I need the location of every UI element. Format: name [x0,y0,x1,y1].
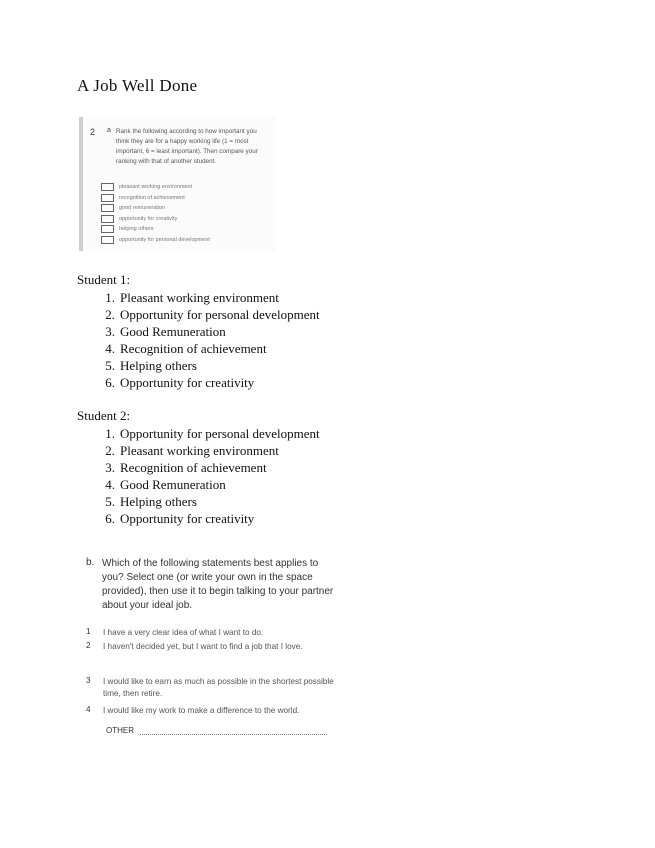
student-2-label: Student 2: [77,408,131,423]
rank-box[interactable] [101,236,114,244]
list-item [77,477,320,494]
rank-text: Opportunity for creativity [120,375,255,390]
rank-number: 4. [105,477,115,492]
rank-number: 1. [105,290,115,305]
rank-number: 2. [105,443,115,458]
rank-text: Opportunity for creativity [120,511,255,526]
ranking-option-label: helping others [119,226,154,233]
ranking-option-label: opportunity for creativity [119,215,178,222]
student-1-label: Student 1: [77,272,131,287]
rank-box[interactable] [101,194,114,202]
rank-text: Recognition of achievement [120,460,267,475]
page-title: A Job Well Done [77,76,198,95]
exercise-b-scan [80,554,334,740]
rank-number: 1. [105,426,115,441]
list-item [77,307,320,324]
list-item [77,494,320,511]
rank-text: Helping others [120,358,197,373]
statement-item[interactable] [86,627,336,639]
statement-number: 1 [86,627,91,636]
rank-box[interactable] [101,225,114,233]
other-write-in-line[interactable] [140,734,327,735]
ranking-option [101,182,210,193]
list-item [77,358,320,375]
rank-number: 3. [105,460,115,475]
list-item [77,375,320,392]
rank-number: 3. [105,324,115,339]
ranking-option [101,224,210,235]
rank-text: Good Remuneration [120,477,226,492]
statement-number: 3 [86,676,91,685]
part-a-instruction: Rank the following according to how important you think they are for a happy working life (1 = most important, 6 = least important). Then compare your ranking with that of another student. [116,128,258,165]
rank-text: Helping others [120,494,197,509]
statement-text: I have a very clear idea of what I want to do. [103,628,264,637]
statement-text: I would like to earn as much as possible in the shortest possible time, then retire. [103,677,334,698]
ranking-option [101,203,210,214]
statement-number: 2 [86,641,91,650]
ranking-option [101,193,210,204]
rank-number: 5. [105,358,115,373]
other-label: OTHER [106,726,134,735]
exercise-number: 2 [90,127,96,137]
ranking-options [101,182,210,245]
list-item [77,460,320,477]
rank-text: Pleasant working environment [120,290,279,305]
rank-text: Recognition of achievement [120,341,267,356]
statement-text: I haven't decided yet, but I want to find a job that I love. [103,642,303,651]
part-b-question: Which of the following statements best applies to you? Select one (or write your own in the space provided), then use it to begin talking to your partner about your ideal job. [102,558,334,611]
ranking-option-label: recognition of achievement [119,194,185,201]
statement-item[interactable] [86,641,336,653]
list-item [77,290,320,307]
rank-number: 2. [105,307,115,322]
statement-text: I would like my work to make a difference to the world. [103,706,300,715]
rank-text: Opportunity for personal development [120,307,320,322]
statement-item[interactable] [86,705,336,717]
rank-text: Opportunity for personal development [120,426,320,441]
rank-box[interactable] [101,204,114,212]
list-item [77,443,320,460]
rank-number: 6. [105,511,115,526]
part-b-letter: b. [86,557,95,568]
rank-number: 4. [105,341,115,356]
list-item [77,511,320,528]
ranking-option-label: pleasant working environment [119,184,193,191]
student-2-ranking [77,426,320,528]
exercise-a-scan [79,117,276,251]
rank-box[interactable] [101,183,114,191]
part-a-letter: a [107,127,111,134]
ranking-option [101,235,210,246]
rank-box[interactable] [101,215,114,223]
rank-text: Pleasant working environment [120,443,279,458]
student-1-ranking [77,290,320,392]
rank-number: 6. [105,375,115,390]
list-item [77,341,320,358]
rank-number: 5. [105,494,115,509]
statement-number: 4 [86,705,91,714]
ranking-option-label: good remuneration [119,205,166,212]
rank-text: Good Remuneration [120,324,226,339]
ranking-option [101,214,210,225]
ranking-option-label: opportunity for personal development [119,236,210,243]
statement-item[interactable] [86,676,336,700]
list-item [77,426,320,443]
list-item [77,324,320,341]
